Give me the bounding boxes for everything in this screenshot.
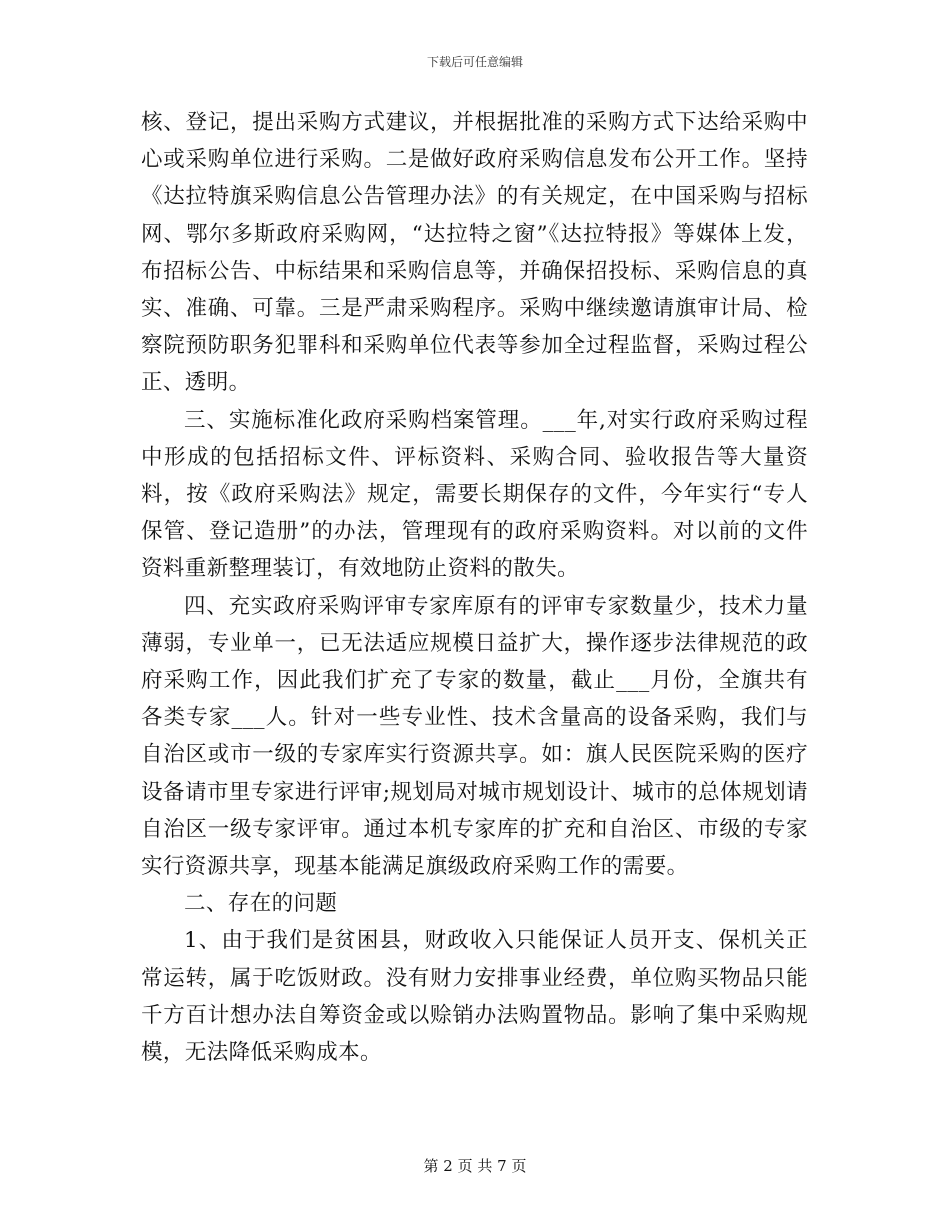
page-number: 第 2 页 共 7 页 [423,1157,527,1175]
paragraph-archive-management: 三、实施标准化政府采购档案管理。___年,对实行政府采购过程中形成的包括招标文件、评标资料、采购合同、验收报告等大量资料，按《政府采购法》规定，需要长期保存的文件，今年实行“专人保管、登记造册”的办法，管理现有的政府采购资料。对以前的文件资料重新整理装订，有效地防止资料的散失。 [141,407,808,582]
page-header: 下载后可任意编辑 [426,55,523,69]
paragraph-expert-library: 四、充实政府采购评审专家库原有的评审专家数量少，技术力量薄弱，专业单一，已无法适应规模日益扩大，操作逐步法律规范的政府采购工作，因此我们扩充了专家的数量，截止___月份，全旗共有各类专家___人。针对一些专业性、技术含量高的设备采购，我们与自治区或市一级的专家库实行资源共享。如：旗人民医院采购的医疗设备请市里专家进行评审;规划局对城市规划设计、城市的总体规划请自治区一级专家评审。通过本机专家库的扩充和自治区、市级的专家实行资源共享，现基本能满足旗级政府采购工作的需要。 [141,593,808,880]
paragraph-procurement-process: 核、登记，提出采购方式建议，并根据批准的采购方式下达给采购中心或采购单位进行采购。二是做好政府采购信息发布公开工作。坚持《达拉特旗采购信息公告管理办法》的有关规定，在中国采购与招标网、鄂尔多斯政府采购网，“达拉特之窗”《达拉特报》等媒体上发，布招标公告、中标结果和采购信息等，并确保招投标、采购信息的真实、准确、可靠。三是严肃采购程序。采购中继续邀请旗审计局、检察院预防职务犯罪科和采购单位代表等参加全过程监督，采购过程公正、透明。 [141,110,808,396]
section-heading-problems: 二、存在的问题 [184,891,338,917]
paragraph-problem-1: 1、由于我们是贫困县，财政收入只能保证人员开支、保机关正常运转，属于吃饭财政。没有财力安排事业经费，单位购买物品只能千方百计想办法自筹资金或以赊销办法购置物品。影响了集中采购规模，无法降低采购成本。 [141,928,808,1066]
document-body [141,104,808,1071]
